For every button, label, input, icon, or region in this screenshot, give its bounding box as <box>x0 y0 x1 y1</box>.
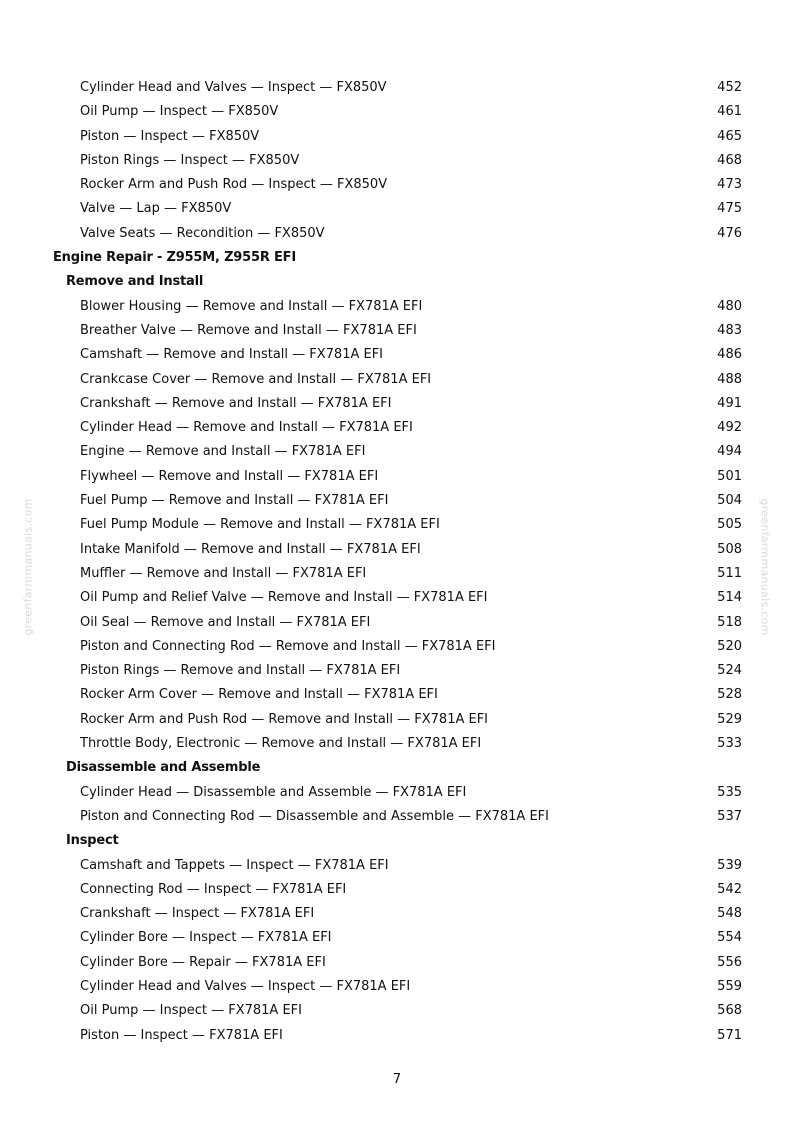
toc-entry-page[interactable]: 529 <box>717 711 742 727</box>
watermark-right: greenfarmmanuals.com <box>758 498 772 636</box>
toc-entry-page[interactable]: 554 <box>717 930 742 946</box>
toc-entry-title[interactable]: Oil Seal — Remove and Install — FX781A EFI <box>80 614 371 630</box>
toc-entry-page[interactable]: 473 <box>717 177 742 193</box>
toc-entry-title[interactable]: Crankshaft — Inspect — FX781A EFI <box>80 906 315 922</box>
toc-entry-page[interactable]: 568 <box>717 1003 742 1019</box>
toc-entry[interactable] <box>0 295 794 319</box>
toc-entry-title[interactable]: Piston and Connecting Rod — Disassemble and Assemble — FX781A EFI <box>80 808 549 824</box>
toc-entry-title[interactable]: Rocker Arm and Push Rod — Inspect — FX850V <box>80 177 388 193</box>
toc-entry-title[interactable]: Muffler — Remove and Install — FX781A EFI <box>80 565 367 581</box>
toc-entry[interactable] <box>0 635 794 659</box>
page-number: 7 <box>392 1072 402 1087</box>
toc-entry-page[interactable]: 461 <box>717 104 742 120</box>
toc-entry-page[interactable]: 539 <box>717 857 742 873</box>
toc-entry-page[interactable]: 514 <box>717 590 742 606</box>
toc-entry-title[interactable]: Piston — Inspect — FX781A EFI <box>80 1027 283 1043</box>
toc-entry-page[interactable]: 476 <box>717 225 742 241</box>
toc-entry-title[interactable]: Fuel Pump — Remove and Install — FX781A EFI <box>80 493 389 509</box>
toc-entry-page[interactable]: 537 <box>717 808 742 824</box>
toc-entry[interactable] <box>0 975 794 999</box>
toc-entry[interactable] <box>0 854 794 878</box>
toc-entry-page[interactable]: 556 <box>717 954 742 970</box>
toc-entry-page[interactable]: 548 <box>717 906 742 922</box>
toc-entry[interactable] <box>0 562 794 586</box>
toc-entry[interactable] <box>0 173 794 197</box>
toc-subsection-heading <box>0 829 794 853</box>
toc-entry-page[interactable]: 465 <box>717 128 742 144</box>
toc-entry-title[interactable]: Intake Manifold — Remove and Install — FX781A EFI <box>80 541 421 557</box>
toc-entry-title[interactable]: Cylinder Bore — Repair — FX781A EFI <box>80 954 326 970</box>
toc-entry-title[interactable]: Camshaft and Tappets — Inspect — FX781A EFI <box>80 857 389 873</box>
toc-entry[interactable] <box>0 125 794 149</box>
toc-entry[interactable] <box>0 100 794 124</box>
toc-entry-title[interactable]: Oil Pump — Inspect — FX781A EFI <box>80 1003 302 1019</box>
toc-entry-title[interactable]: Breather Valve — Remove and Install — FX781A EFI <box>80 322 417 338</box>
toc-entry-page[interactable]: 491 <box>717 395 742 411</box>
toc-entry[interactable] <box>0 392 794 416</box>
toc-entry-page[interactable]: 480 <box>717 298 742 314</box>
toc-entry-page[interactable]: 524 <box>717 663 742 679</box>
toc-entry[interactable] <box>0 659 794 683</box>
toc-entry-page[interactable]: 559 <box>717 978 742 994</box>
toc-entry-title[interactable]: Cylinder Head and Valves — Inspect — FX850V <box>80 80 387 95</box>
toc-entry[interactable] <box>0 513 794 537</box>
toc-entry-title[interactable]: Cylinder Head — Remove and Install — FX781A EFI <box>80 420 413 436</box>
toc-subsection-heading <box>0 270 794 294</box>
toc-entry-page[interactable]: 494 <box>717 444 742 460</box>
toc-entry-page[interactable]: 468 <box>717 152 742 168</box>
toc-entry[interactable] <box>0 197 794 221</box>
toc-entry[interactable] <box>0 440 794 464</box>
toc-entry-title[interactable]: Oil Pump and Relief Valve — Remove and Install — FX781A EFI <box>80 590 488 606</box>
toc-section-heading <box>0 246 794 270</box>
toc-entry[interactable] <box>0 805 794 829</box>
toc-entry-page[interactable]: 475 <box>717 201 742 217</box>
toc-entry[interactable] <box>0 465 794 489</box>
toc-entry-page[interactable]: 571 <box>717 1027 742 1043</box>
toc-entry[interactable] <box>0 951 794 975</box>
toc-entry-title[interactable]: Camshaft — Remove and Install — FX781A EFI <box>80 347 384 363</box>
toc-entry[interactable] <box>0 902 794 926</box>
toc-entry-title[interactable]: Throttle Body, Electronic — Remove and Install — FX781A EFI <box>80 736 482 752</box>
toc-entry-page[interactable]: 508 <box>717 541 742 557</box>
toc-entry-page[interactable]: 505 <box>717 517 742 533</box>
toc-entry-title[interactable]: Piston — Inspect — FX850V <box>80 128 260 144</box>
toc-entry[interactable] <box>0 683 794 707</box>
toc-entry-page[interactable]: 528 <box>717 687 742 703</box>
toc-entry-title[interactable]: Piston Rings — Remove and Install — FX781A EFI <box>80 663 401 679</box>
subsection-title: Disassemble and Assemble <box>66 760 261 776</box>
toc-entry-page[interactable]: 452 <box>717 80 742 95</box>
toc-entry[interactable] <box>0 1024 794 1048</box>
toc-entry[interactable] <box>0 222 794 246</box>
toc-entry-page[interactable]: 492 <box>717 420 742 436</box>
toc-subsection-heading <box>0 756 794 780</box>
subsection-title: Remove and Install <box>66 274 204 290</box>
toc-entry-title[interactable]: Crankshaft — Remove and Install — FX781A EFI <box>80 395 392 411</box>
toc-entry[interactable] <box>0 343 794 367</box>
toc-entry-page[interactable]: 511 <box>717 565 742 581</box>
toc-entry[interactable] <box>0 781 794 805</box>
toc-entry-title[interactable]: Blower Housing — Remove and Install — FX781A EFI <box>80 298 423 314</box>
toc-entry-title[interactable]: Engine — Remove and Install — FX781A EFI <box>80 444 366 460</box>
toc-entry-title[interactable]: Valve Seats — Recondition — FX850V <box>80 225 325 241</box>
toc-entry-title[interactable]: Crankcase Cover — Remove and Install — FX781A EFI <box>80 371 432 387</box>
toc-entry-title[interactable]: Fuel Pump Module — Remove and Install — FX781A EFI <box>80 517 440 533</box>
toc-entry-title[interactable]: Piston and Connecting Rod — Remove and Install — FX781A EFI <box>80 638 496 654</box>
toc-entry[interactable] <box>0 489 794 513</box>
toc-entry-page[interactable]: 535 <box>717 784 742 800</box>
toc-entry[interactable] <box>0 708 794 732</box>
toc-entry-title[interactable]: Cylinder Head — Disassemble and Assemble — FX781A EFI <box>80 784 467 800</box>
toc-entry[interactable] <box>0 586 794 610</box>
toc-entry-title[interactable]: Flywheel — Remove and Install — FX781A EFI <box>80 468 379 484</box>
toc-entry[interactable] <box>0 149 794 173</box>
toc-entry[interactable] <box>0 76 794 100</box>
toc-entry[interactable] <box>0 416 794 440</box>
toc-entry-title[interactable]: Connecting Rod — Inspect — FX781A EFI <box>80 881 347 897</box>
toc-entry[interactable] <box>0 368 794 392</box>
section-title: Engine Repair - Z955M, Z955R EFI <box>53 250 296 266</box>
toc-entry[interactable] <box>0 926 794 950</box>
subsection-title: Inspect <box>66 833 119 849</box>
toc-entry[interactable] <box>0 538 794 562</box>
toc-entry-page[interactable]: 501 <box>717 468 742 484</box>
toc-entry-page[interactable]: 504 <box>717 493 742 509</box>
toc-entry[interactable] <box>0 878 794 902</box>
toc-entry-title[interactable]: Oil Pump — Inspect — FX850V <box>80 104 279 120</box>
toc-entry-page[interactable]: 542 <box>717 881 742 897</box>
toc-entry[interactable] <box>0 611 794 635</box>
toc-entry-page[interactable]: 518 <box>717 614 742 630</box>
toc-entry-title[interactable]: Cylinder Head and Valves — Inspect — FX781A EFI <box>80 978 411 994</box>
watermark-left: greenfarmmanuals.com <box>21 498 35 636</box>
toc-entry-page[interactable]: 520 <box>717 638 742 654</box>
toc-entry-page[interactable]: 483 <box>717 322 742 338</box>
toc-entry[interactable] <box>0 732 794 756</box>
toc-entry[interactable] <box>0 319 794 343</box>
toc-entry-title[interactable]: Rocker Arm and Push Rod — Remove and Install — FX781A EFI <box>80 711 489 727</box>
toc-entry-page[interactable]: 488 <box>717 371 742 387</box>
toc-entry-page[interactable]: 486 <box>717 347 742 363</box>
toc-entry-title[interactable]: Cylinder Bore — Inspect — FX781A EFI <box>80 930 332 946</box>
toc-entry[interactable] <box>0 999 794 1023</box>
toc-entry-title[interactable]: Piston Rings — Inspect — FX850V <box>80 152 300 168</box>
toc-entry-title[interactable]: Rocker Arm Cover — Remove and Install — FX781A EFI <box>80 687 438 703</box>
table-of-contents <box>0 76 794 1048</box>
toc-entry-page[interactable]: 533 <box>717 736 742 752</box>
toc-entry-title[interactable]: Valve — Lap — FX850V <box>80 201 232 217</box>
